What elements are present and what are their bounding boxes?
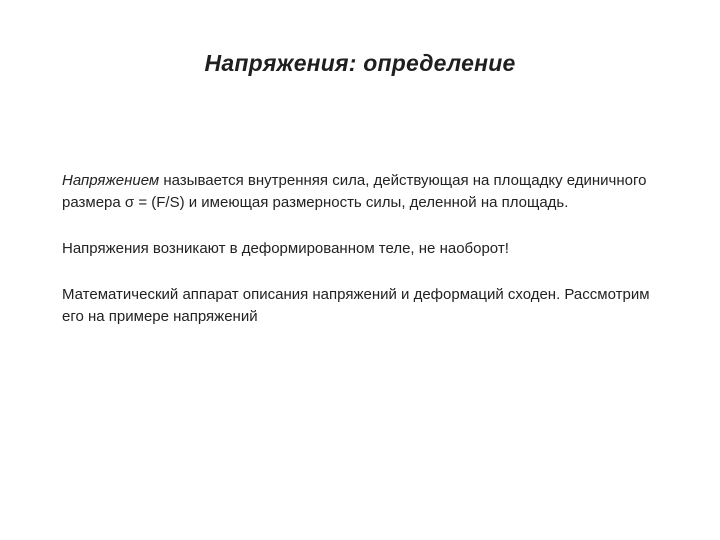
apparatus-paragraph: Математический аппарат описания напряжений и деформаций сходен. Рассмотрим его на примере напряжений	[62, 286, 650, 325]
slide-body	[62, 170, 672, 352]
defined-term: Напряжением	[62, 172, 160, 189]
origin-paragraph: Напряжения возникают в деформированном теле, не наоборот!	[62, 240, 509, 257]
definition-paragraph	[62, 170, 672, 214]
slide-title: Напряжения: определение	[204, 50, 516, 76]
definition-text: называется внутренняя сила, действующая на площадку единичного размера σ = (F/S) и имеющая размерность силы, деленной на площадь.	[62, 172, 647, 211]
